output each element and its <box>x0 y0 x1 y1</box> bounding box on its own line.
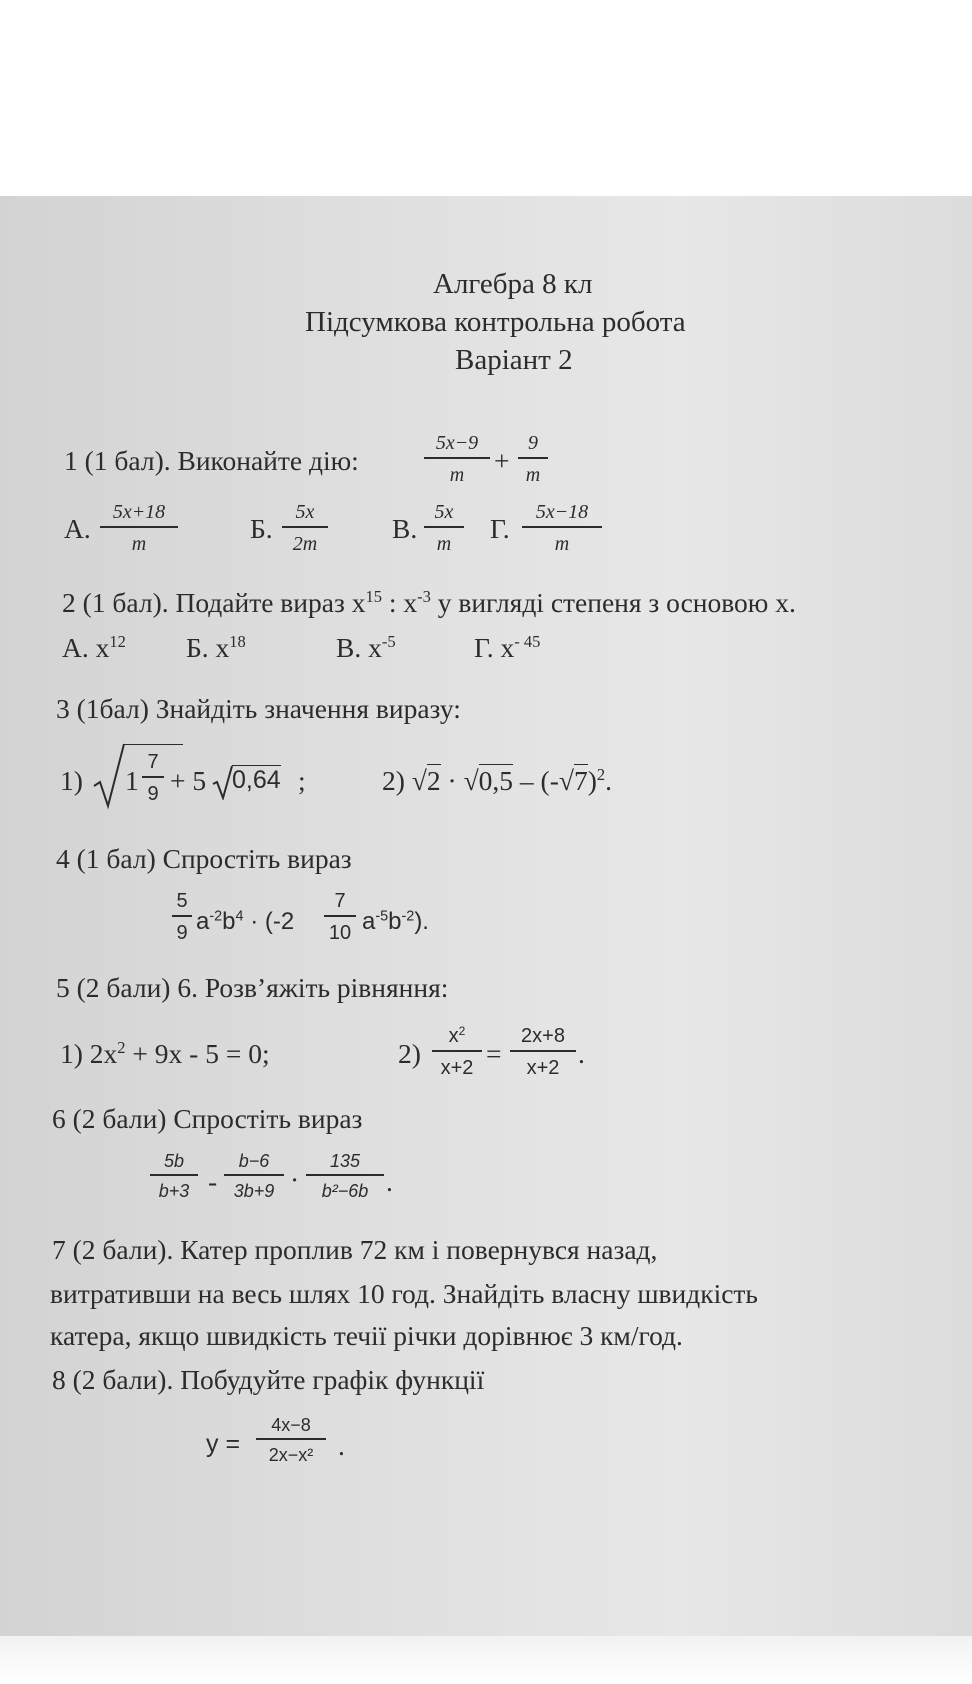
q2-exp1: 15 <box>365 587 382 607</box>
q3-label: 3 (1бал) Знайдіть значення виразу: <box>56 693 461 724</box>
q6-minus: - <box>208 1166 218 1197</box>
q2-exp2: -3 <box>417 587 431 607</box>
q6-fraction-2 <box>224 1152 284 1200</box>
q6-f3-den: b²−6b <box>321 1180 369 1201</box>
q5-eq2-lden: x+2 <box>440 1056 474 1079</box>
q1-f1-den: m <box>449 463 465 486</box>
q2-tail: у вигляді степеня з основою х. <box>437 587 796 618</box>
q3-part1-sqrt-icon <box>212 764 234 800</box>
q1-option-a-fraction <box>100 502 178 554</box>
sqrt-icon: √ <box>463 765 479 796</box>
q2-optA-exp: 12 <box>109 632 126 652</box>
q1-option-a-label: А. <box>64 513 91 544</box>
q2-optG-exp: - 45 <box>514 632 541 652</box>
q4-part4: a <box>362 908 376 935</box>
q2-line <box>62 587 796 619</box>
header-variant: Варіант 2 <box>455 344 573 376</box>
q4-m-num: 7 <box>334 890 346 912</box>
q4-part6: ). <box>414 908 429 935</box>
q3-part1-plus: + 5 <box>170 765 207 796</box>
q1-optV-num: 5x <box>434 501 454 523</box>
header-subtitle: Підсумкова контрольна робота <box>305 306 686 338</box>
q1-option-g-fraction <box>522 502 602 554</box>
q5-eq1b: + 9x - 5 = 0; <box>132 1038 270 1069</box>
q1-option-b-label: Б. <box>250 513 273 544</box>
q3-part2 <box>382 765 612 797</box>
q4-label: 4 (1 бал) Спростіть вираз <box>56 843 352 874</box>
q4-part1: a <box>196 908 210 935</box>
q4-e4: -2 <box>401 908 415 925</box>
q5-eq1a: 1) 2x <box>60 1038 118 1069</box>
q3-part1-radicand: 0,64 <box>232 766 281 794</box>
q5-eq2-lnum-base: x <box>448 1025 459 1047</box>
q4-c-num: 5 <box>176 890 188 912</box>
q4-coef-fraction <box>172 891 192 943</box>
q6-f3-num: 135 <box>329 1151 361 1171</box>
q3-p2-radicand3: 7 <box>573 765 588 796</box>
q1-option-v-fraction <box>424 502 464 554</box>
q8-fraction <box>256 1416 326 1464</box>
q3-p1-fden: 9 <box>147 782 159 805</box>
q8-den: 2x−x² <box>268 1444 314 1465</box>
q6-f2-den: 3b+9 <box>233 1180 275 1201</box>
q4-c-den: 9 <box>176 921 188 944</box>
q6-dot: · <box>290 1164 300 1195</box>
q6-end: . <box>386 1166 393 1197</box>
q3-p2-radicand1: 2 <box>426 765 441 796</box>
q8-end: . <box>338 1430 345 1461</box>
q8-label: 8 (2 бали). Побудуйте графік функції <box>52 1364 485 1395</box>
q3-part1-semicolon: ; <box>298 765 306 796</box>
q2-optG-text: Г. х <box>474 632 515 663</box>
q5-eq2-end: . <box>578 1038 585 1069</box>
q3-part1-fraction <box>142 752 164 804</box>
q6-f1-num: 5b <box>163 1151 185 1171</box>
q6-fraction-1 <box>150 1152 198 1200</box>
q1-fraction-1 <box>424 433 490 485</box>
q1-plus: + <box>494 445 510 476</box>
q4-m-den: 10 <box>328 921 352 944</box>
q2-option-g <box>474 632 540 664</box>
q5-eq2-label: 2) <box>398 1038 421 1069</box>
q6-fraction-3 <box>306 1152 384 1200</box>
q4-part5: b <box>388 908 402 935</box>
q1-optG-num: 5x−18 <box>535 501 589 523</box>
q3-part1-number: 1) <box>60 765 83 796</box>
q1-option-v-label: В. <box>392 513 418 544</box>
sqrt-icon: √ <box>411 765 427 796</box>
q7-line-1: 7 (2 бали). Катер проплив 72 км і повернувся назад, <box>52 1234 658 1265</box>
q2-option-a <box>62 632 126 664</box>
q7-line-2: витративши на весь шлях 10 год. Знайдіть власну швидкість <box>50 1278 758 1309</box>
q5-eq2-lnum <box>432 1023 482 1050</box>
q2-base1: x <box>351 587 366 618</box>
q3-p2-exp: 2 <box>596 765 606 785</box>
q3-part1-radical-icon <box>92 740 128 810</box>
q4-e3: -5 <box>375 908 389 925</box>
q4-expr-left <box>196 908 294 936</box>
q4-e1: -2 <box>209 908 223 925</box>
q3-p2-dot: · <box>447 765 457 796</box>
q2-option-b <box>186 632 246 664</box>
q2-optB-text: Б. х <box>186 632 230 663</box>
q2-optV-text: В. х <box>336 632 382 663</box>
paper-edge <box>0 1636 972 1684</box>
q4-mixed-fraction <box>324 891 356 943</box>
q5-eq2-left-fraction <box>432 1023 482 1079</box>
q3-p1-fnum: 7 <box>147 751 159 773</box>
q2-label: 2 (1 бал). Подайте вираз <box>62 587 345 618</box>
q1-f2-den: m <box>525 463 541 486</box>
q5-eq2-equals: = <box>486 1038 502 1069</box>
q1-f2-num: 9 <box>528 432 538 454</box>
q1-label: 1 (1 бал). Виконайте дію: <box>64 445 359 476</box>
q5-eq1exp: 2 <box>117 1038 126 1058</box>
q4-part3: · (-2 <box>250 908 295 935</box>
paper-sheet <box>0 196 972 1636</box>
q6-label: 6 (2 бали) Спростіть вираз <box>52 1103 363 1134</box>
q1-optB-num: 5x <box>295 501 315 523</box>
q1-optV-den: m <box>436 532 452 555</box>
q3-part1-radical-bar <box>123 744 183 745</box>
q1-optB-den: 2m <box>292 532 318 555</box>
q6-f2-num: b−6 <box>238 1151 270 1171</box>
q3-p2-radicand2: 0,5 <box>478 765 514 796</box>
q1-fraction-2 <box>518 433 548 485</box>
q5-eq2-right-fraction <box>510 1026 576 1078</box>
header-title: Алгебра 8 кл <box>433 268 593 300</box>
q8-y-equals: y = <box>206 1430 241 1458</box>
q2-optB-exp: 18 <box>229 632 246 652</box>
q2-optA-text: А. х <box>62 632 110 663</box>
q4-expr-right <box>362 908 429 936</box>
q3-p2-end: . <box>605 765 612 796</box>
q5-eq2-rnum: 2x+8 <box>521 1025 565 1047</box>
q1-optA-num: 5x+18 <box>112 501 166 523</box>
q1-optG-den: m <box>554 532 570 555</box>
q2-base2: x <box>403 587 418 618</box>
q5-label: 5 (2 бали) 6. Розв’яжіть рівняння: <box>56 972 449 1003</box>
q5-eq2-rden: x+2 <box>526 1056 560 1079</box>
q2-colon: : <box>388 587 397 618</box>
q7-line-3: катера, якщо швидкість течії річки дорівнює 3 км/год. <box>50 1320 683 1351</box>
q4-e2: 4 <box>235 908 244 925</box>
q1-option-b-fraction <box>282 502 328 554</box>
q8-num: 4x−8 <box>271 1415 311 1435</box>
q3-p2-tail2: ) <box>587 765 597 796</box>
q3-p2-tail1: – (-√ <box>519 765 574 796</box>
q5-eq2-lnum-exp: 2 <box>458 1023 466 1038</box>
q3-part1-whole: 1 <box>125 765 139 796</box>
q6-f1-den: b+3 <box>158 1180 190 1201</box>
q2-optV-exp: -5 <box>381 632 396 652</box>
q3-p2-number: 2) <box>382 765 405 796</box>
q1-option-g-label: Г. <box>490 513 510 544</box>
q2-option-v <box>336 632 396 664</box>
q1-f1-num: 5x−9 <box>435 432 479 454</box>
q4-part2: b <box>222 908 236 935</box>
q1-optA-den: m <box>131 532 147 555</box>
q5-equation-1 <box>60 1038 270 1070</box>
